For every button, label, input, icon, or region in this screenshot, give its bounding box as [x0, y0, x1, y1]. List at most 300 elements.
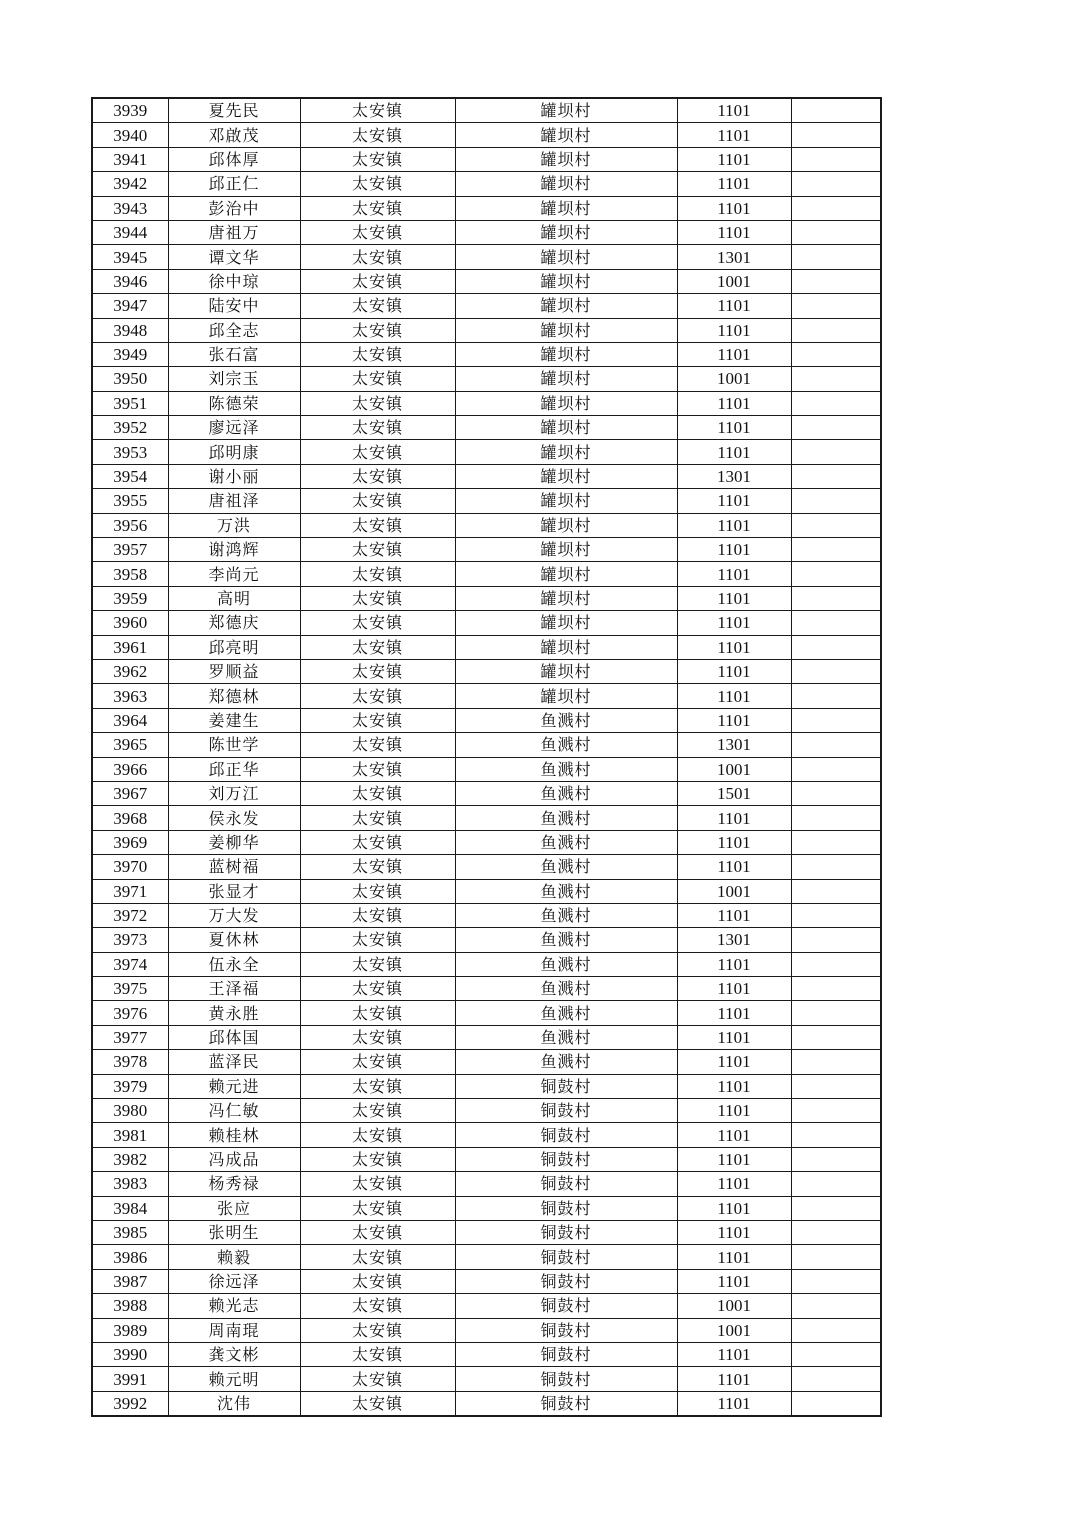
- row-number-cell: 3952: [92, 416, 168, 440]
- note-cell: [791, 1099, 881, 1123]
- person-name-cell: 刘宗玉: [168, 367, 300, 391]
- town-cell: 太安镇: [300, 830, 455, 854]
- town-cell: 太安镇: [300, 1025, 455, 1049]
- town-cell: 太安镇: [300, 245, 455, 269]
- row-number-cell: 3987: [92, 1269, 168, 1293]
- person-name-cell: 沈伟: [168, 1391, 300, 1416]
- note-cell: [791, 147, 881, 171]
- note-cell: [791, 1147, 881, 1171]
- note-cell: [791, 879, 881, 903]
- person-name-cell: 罗顺益: [168, 659, 300, 683]
- town-cell: 太安镇: [300, 294, 455, 318]
- table-row: [92, 1025, 881, 1049]
- table-row: [92, 806, 881, 830]
- village-cell: 罐坝村: [455, 659, 677, 683]
- table-row: [92, 879, 881, 903]
- town-cell: 太安镇: [300, 1123, 455, 1147]
- table-row: [92, 342, 881, 366]
- town-cell: 太安镇: [300, 1099, 455, 1123]
- town-cell: 太安镇: [300, 708, 455, 732]
- code-cell: 1101: [677, 830, 791, 854]
- note-cell: [791, 269, 881, 293]
- person-name-cell: 赖光志: [168, 1294, 300, 1318]
- row-number-cell: 3944: [92, 220, 168, 244]
- code-cell: 1101: [677, 391, 791, 415]
- town-cell: 太安镇: [300, 562, 455, 586]
- code-cell: 1101: [677, 903, 791, 927]
- code-cell: 1301: [677, 928, 791, 952]
- person-name-cell: 冯成品: [168, 1147, 300, 1171]
- code-cell: 1101: [677, 1050, 791, 1074]
- village-cell: 罐坝村: [455, 416, 677, 440]
- town-cell: 太安镇: [300, 684, 455, 708]
- note-cell: [791, 952, 881, 976]
- town-cell: 太安镇: [300, 196, 455, 220]
- row-number-cell: 3953: [92, 440, 168, 464]
- village-cell: 铜鼓村: [455, 1342, 677, 1366]
- note-cell: [791, 733, 881, 757]
- town-cell: 太安镇: [300, 879, 455, 903]
- code-cell: 1101: [677, 1123, 791, 1147]
- table-row: [92, 1147, 881, 1171]
- town-cell: 太安镇: [300, 464, 455, 488]
- person-name-cell: 姜柳华: [168, 830, 300, 854]
- code-cell: 1001: [677, 879, 791, 903]
- row-number-cell: 3982: [92, 1147, 168, 1171]
- row-number-cell: 3948: [92, 318, 168, 342]
- town-cell: 太安镇: [300, 1220, 455, 1244]
- row-number-cell: 3985: [92, 1220, 168, 1244]
- person-name-cell: 彭治中: [168, 196, 300, 220]
- table-row: [92, 123, 881, 147]
- table-row: [92, 1269, 881, 1293]
- table-row: [92, 855, 881, 879]
- code-cell: 1101: [677, 513, 791, 537]
- note-cell: [791, 1391, 881, 1416]
- table-row: [92, 781, 881, 805]
- village-cell: 罐坝村: [455, 220, 677, 244]
- person-name-cell: 刘万江: [168, 781, 300, 805]
- town-cell: 太安镇: [300, 489, 455, 513]
- person-name-cell: 蓝泽民: [168, 1050, 300, 1074]
- village-cell: 罐坝村: [455, 562, 677, 586]
- row-number-cell: 3943: [92, 196, 168, 220]
- village-cell: 鱼溅村: [455, 1025, 677, 1049]
- village-cell: 罐坝村: [455, 684, 677, 708]
- note-cell: [791, 830, 881, 854]
- person-name-cell: 周南琨: [168, 1318, 300, 1342]
- town-cell: 太安镇: [300, 733, 455, 757]
- table-row: [92, 464, 881, 488]
- code-cell: 1301: [677, 245, 791, 269]
- village-cell: 罐坝村: [455, 538, 677, 562]
- table-row: [92, 1123, 881, 1147]
- table-row: [92, 1050, 881, 1074]
- code-cell: 1101: [677, 489, 791, 513]
- village-cell: 罐坝村: [455, 635, 677, 659]
- note-cell: [791, 538, 881, 562]
- row-number-cell: 3941: [92, 147, 168, 171]
- code-cell: 1101: [677, 123, 791, 147]
- village-cell: 罐坝村: [455, 172, 677, 196]
- town-cell: 太安镇: [300, 123, 455, 147]
- village-cell: 罐坝村: [455, 440, 677, 464]
- code-cell: 1101: [677, 952, 791, 976]
- note-cell: [791, 464, 881, 488]
- village-cell: 鱼溅村: [455, 708, 677, 732]
- person-name-cell: 谭文华: [168, 245, 300, 269]
- person-name-cell: 李尚元: [168, 562, 300, 586]
- person-name-cell: 邱体国: [168, 1025, 300, 1049]
- table-row: [92, 1367, 881, 1391]
- town-cell: 太安镇: [300, 1050, 455, 1074]
- row-number-cell: 3983: [92, 1172, 168, 1196]
- row-number-cell: 3946: [92, 269, 168, 293]
- note-cell: [791, 318, 881, 342]
- town-cell: 太安镇: [300, 318, 455, 342]
- village-cell: 罐坝村: [455, 391, 677, 415]
- person-name-cell: 唐祖泽: [168, 489, 300, 513]
- note-cell: [791, 196, 881, 220]
- note-cell: [791, 659, 881, 683]
- village-cell: 鱼溅村: [455, 928, 677, 952]
- village-cell: 罐坝村: [455, 147, 677, 171]
- table-row: [92, 1220, 881, 1244]
- note-cell: [791, 98, 881, 123]
- note-cell: [791, 586, 881, 610]
- person-name-cell: 赖桂林: [168, 1123, 300, 1147]
- row-number-cell: 3958: [92, 562, 168, 586]
- row-number-cell: 3939: [92, 98, 168, 123]
- village-cell: 鱼溅村: [455, 879, 677, 903]
- person-name-cell: 邱正仁: [168, 172, 300, 196]
- table-row: [92, 1294, 881, 1318]
- table-row: [92, 440, 881, 464]
- town-cell: 太安镇: [300, 1342, 455, 1366]
- row-number-cell: 3991: [92, 1367, 168, 1391]
- row-number-cell: 3989: [92, 1318, 168, 1342]
- town-cell: 太安镇: [300, 1391, 455, 1416]
- note-cell: [791, 611, 881, 635]
- town-cell: 太安镇: [300, 1074, 455, 1098]
- note-cell: [791, 1342, 881, 1366]
- village-cell: 罐坝村: [455, 269, 677, 293]
- person-name-cell: 廖远泽: [168, 416, 300, 440]
- note-cell: [791, 1050, 881, 1074]
- code-cell: 1101: [677, 538, 791, 562]
- table-row: [92, 928, 881, 952]
- note-cell: [791, 391, 881, 415]
- row-number-cell: 3942: [92, 172, 168, 196]
- code-cell: 1101: [677, 98, 791, 123]
- table-row: [92, 489, 881, 513]
- person-name-cell: 夏休林: [168, 928, 300, 952]
- code-cell: 1101: [677, 1391, 791, 1416]
- table-row: [92, 1342, 881, 1366]
- table-row: [92, 757, 881, 781]
- code-cell: 1101: [677, 318, 791, 342]
- code-cell: 1301: [677, 464, 791, 488]
- code-cell: 1001: [677, 757, 791, 781]
- row-number-cell: 3947: [92, 294, 168, 318]
- town-cell: 太安镇: [300, 1147, 455, 1171]
- code-cell: 1101: [677, 1147, 791, 1171]
- table-row: [92, 830, 881, 854]
- town-cell: 太安镇: [300, 1269, 455, 1293]
- village-cell: 铜鼓村: [455, 1318, 677, 1342]
- table-row: [92, 391, 881, 415]
- row-number-cell: 3961: [92, 635, 168, 659]
- row-number-cell: 3978: [92, 1050, 168, 1074]
- village-cell: 罐坝村: [455, 196, 677, 220]
- person-name-cell: 邱体厚: [168, 147, 300, 171]
- table-row: [92, 733, 881, 757]
- person-name-cell: 高明: [168, 586, 300, 610]
- village-cell: 鱼溅村: [455, 903, 677, 927]
- table-row: [92, 1074, 881, 1098]
- row-number-cell: 3960: [92, 611, 168, 635]
- village-cell: 罐坝村: [455, 98, 677, 123]
- table-row: [92, 586, 881, 610]
- table-row: [92, 952, 881, 976]
- person-name-cell: 谢小丽: [168, 464, 300, 488]
- roster-table: [91, 97, 882, 1417]
- code-cell: 1101: [677, 220, 791, 244]
- code-cell: 1101: [677, 562, 791, 586]
- village-cell: 铜鼓村: [455, 1099, 677, 1123]
- village-cell: 铜鼓村: [455, 1367, 677, 1391]
- person-name-cell: 张明生: [168, 1220, 300, 1244]
- code-cell: 1101: [677, 147, 791, 171]
- row-number-cell: 3975: [92, 977, 168, 1001]
- person-name-cell: 邱明康: [168, 440, 300, 464]
- person-name-cell: 姜建生: [168, 708, 300, 732]
- village-cell: 鱼溅村: [455, 1050, 677, 1074]
- row-number-cell: 3955: [92, 489, 168, 513]
- person-name-cell: 陈世学: [168, 733, 300, 757]
- person-name-cell: 郑德林: [168, 684, 300, 708]
- table-row: [92, 220, 881, 244]
- town-cell: 太安镇: [300, 611, 455, 635]
- code-cell: 1101: [677, 342, 791, 366]
- person-name-cell: 龚文彬: [168, 1342, 300, 1366]
- table-row: [92, 196, 881, 220]
- note-cell: [791, 1294, 881, 1318]
- note-cell: [791, 1025, 881, 1049]
- note-cell: [791, 684, 881, 708]
- person-name-cell: 唐祖万: [168, 220, 300, 244]
- row-number-cell: 3979: [92, 1074, 168, 1098]
- person-name-cell: 蓝树福: [168, 855, 300, 879]
- row-number-cell: 3962: [92, 659, 168, 683]
- town-cell: 太安镇: [300, 781, 455, 805]
- village-cell: 铜鼓村: [455, 1245, 677, 1269]
- table-row: [92, 708, 881, 732]
- village-cell: 铜鼓村: [455, 1074, 677, 1098]
- town-cell: 太安镇: [300, 635, 455, 659]
- row-number-cell: 3966: [92, 757, 168, 781]
- row-number-cell: 3964: [92, 708, 168, 732]
- note-cell: [791, 440, 881, 464]
- table-row: [92, 172, 881, 196]
- code-cell: 1101: [677, 806, 791, 830]
- row-number-cell: 3968: [92, 806, 168, 830]
- code-cell: 1101: [677, 635, 791, 659]
- row-number-cell: 3971: [92, 879, 168, 903]
- town-cell: 太安镇: [300, 1318, 455, 1342]
- town-cell: 太安镇: [300, 147, 455, 171]
- code-cell: 1001: [677, 367, 791, 391]
- row-number-cell: 3992: [92, 1391, 168, 1416]
- row-number-cell: 3957: [92, 538, 168, 562]
- note-cell: [791, 172, 881, 196]
- village-cell: 罐坝村: [455, 294, 677, 318]
- code-cell: 1101: [677, 1367, 791, 1391]
- village-cell: 鱼溅村: [455, 855, 677, 879]
- code-cell: 1101: [677, 1001, 791, 1025]
- code-cell: 1001: [677, 269, 791, 293]
- row-number-cell: 3974: [92, 952, 168, 976]
- code-cell: 1101: [677, 1172, 791, 1196]
- row-number-cell: 3945: [92, 245, 168, 269]
- person-name-cell: 张应: [168, 1196, 300, 1220]
- note-cell: [791, 1196, 881, 1220]
- village-cell: 铜鼓村: [455, 1147, 677, 1171]
- row-number-cell: 3973: [92, 928, 168, 952]
- village-cell: 罐坝村: [455, 367, 677, 391]
- person-name-cell: 赖毅: [168, 1245, 300, 1269]
- code-cell: 1101: [677, 1099, 791, 1123]
- town-cell: 太安镇: [300, 391, 455, 415]
- row-number-cell: 3970: [92, 855, 168, 879]
- village-cell: 鱼溅村: [455, 757, 677, 781]
- note-cell: [791, 489, 881, 513]
- row-number-cell: 3963: [92, 684, 168, 708]
- town-cell: 太安镇: [300, 586, 455, 610]
- code-cell: 1101: [677, 1025, 791, 1049]
- code-cell: 1301: [677, 733, 791, 757]
- table-row: [92, 977, 881, 1001]
- town-cell: 太安镇: [300, 1367, 455, 1391]
- code-cell: 1501: [677, 781, 791, 805]
- person-name-cell: 伍永全: [168, 952, 300, 976]
- village-cell: 鱼溅村: [455, 806, 677, 830]
- table-row: [92, 294, 881, 318]
- code-cell: 1101: [677, 659, 791, 683]
- note-cell: [791, 416, 881, 440]
- table-row: [92, 1196, 881, 1220]
- village-cell: 罐坝村: [455, 464, 677, 488]
- person-name-cell: 郑德庆: [168, 611, 300, 635]
- table-row: [92, 1172, 881, 1196]
- note-cell: [791, 1220, 881, 1244]
- town-cell: 太安镇: [300, 806, 455, 830]
- table-row: [92, 98, 881, 123]
- village-cell: 铜鼓村: [455, 1269, 677, 1293]
- note-cell: [791, 562, 881, 586]
- code-cell: 1101: [677, 708, 791, 732]
- code-cell: 1101: [677, 684, 791, 708]
- row-number-cell: 3988: [92, 1294, 168, 1318]
- village-cell: 罐坝村: [455, 586, 677, 610]
- table-row: [92, 538, 881, 562]
- table-row: [92, 611, 881, 635]
- table-row: [92, 684, 881, 708]
- code-cell: 1101: [677, 1220, 791, 1244]
- code-cell: 1101: [677, 294, 791, 318]
- row-number-cell: 3940: [92, 123, 168, 147]
- table-row: [92, 1391, 881, 1416]
- person-name-cell: 万洪: [168, 513, 300, 537]
- note-cell: [791, 220, 881, 244]
- town-cell: 太安镇: [300, 98, 455, 123]
- code-cell: 1101: [677, 1269, 791, 1293]
- person-name-cell: 赖元明: [168, 1367, 300, 1391]
- person-name-cell: 万大发: [168, 903, 300, 927]
- person-name-cell: 侯永发: [168, 806, 300, 830]
- town-cell: 太安镇: [300, 757, 455, 781]
- row-number-cell: 3972: [92, 903, 168, 927]
- note-cell: [791, 342, 881, 366]
- code-cell: 1101: [677, 977, 791, 1001]
- village-cell: 鱼溅村: [455, 977, 677, 1001]
- town-cell: 太安镇: [300, 367, 455, 391]
- row-number-cell: 3959: [92, 586, 168, 610]
- town-cell: 太安镇: [300, 659, 455, 683]
- table-row: [92, 1318, 881, 1342]
- town-cell: 太安镇: [300, 513, 455, 537]
- code-cell: 1101: [677, 1196, 791, 1220]
- person-name-cell: 谢鸿辉: [168, 538, 300, 562]
- note-cell: [791, 708, 881, 732]
- person-name-cell: 冯仁敏: [168, 1099, 300, 1123]
- town-cell: 太安镇: [300, 1172, 455, 1196]
- code-cell: 1101: [677, 586, 791, 610]
- code-cell: 1101: [677, 440, 791, 464]
- person-name-cell: 陈德荣: [168, 391, 300, 415]
- row-number-cell: 3969: [92, 830, 168, 854]
- town-cell: 太安镇: [300, 1294, 455, 1318]
- code-cell: 1101: [677, 172, 791, 196]
- town-cell: 太安镇: [300, 855, 455, 879]
- person-name-cell: 陆安中: [168, 294, 300, 318]
- person-name-cell: 赖元进: [168, 1074, 300, 1098]
- village-cell: 鱼溅村: [455, 1001, 677, 1025]
- note-cell: [791, 513, 881, 537]
- village-cell: 铜鼓村: [455, 1391, 677, 1416]
- row-number-cell: 3956: [92, 513, 168, 537]
- code-cell: 1101: [677, 1342, 791, 1366]
- table-row: [92, 245, 881, 269]
- person-name-cell: 徐远泽: [168, 1269, 300, 1293]
- code-cell: 1101: [677, 611, 791, 635]
- village-cell: 罐坝村: [455, 513, 677, 537]
- village-cell: 鱼溅村: [455, 952, 677, 976]
- table-row: [92, 513, 881, 537]
- row-number-cell: 3981: [92, 1123, 168, 1147]
- town-cell: 太安镇: [300, 1196, 455, 1220]
- table-row: [92, 635, 881, 659]
- village-cell: 铜鼓村: [455, 1123, 677, 1147]
- town-cell: 太安镇: [300, 269, 455, 293]
- row-number-cell: 3980: [92, 1099, 168, 1123]
- person-name-cell: 张石富: [168, 342, 300, 366]
- row-number-cell: 3954: [92, 464, 168, 488]
- code-cell: 1101: [677, 855, 791, 879]
- person-name-cell: 张显才: [168, 879, 300, 903]
- row-number-cell: 3990: [92, 1342, 168, 1366]
- row-number-cell: 3967: [92, 781, 168, 805]
